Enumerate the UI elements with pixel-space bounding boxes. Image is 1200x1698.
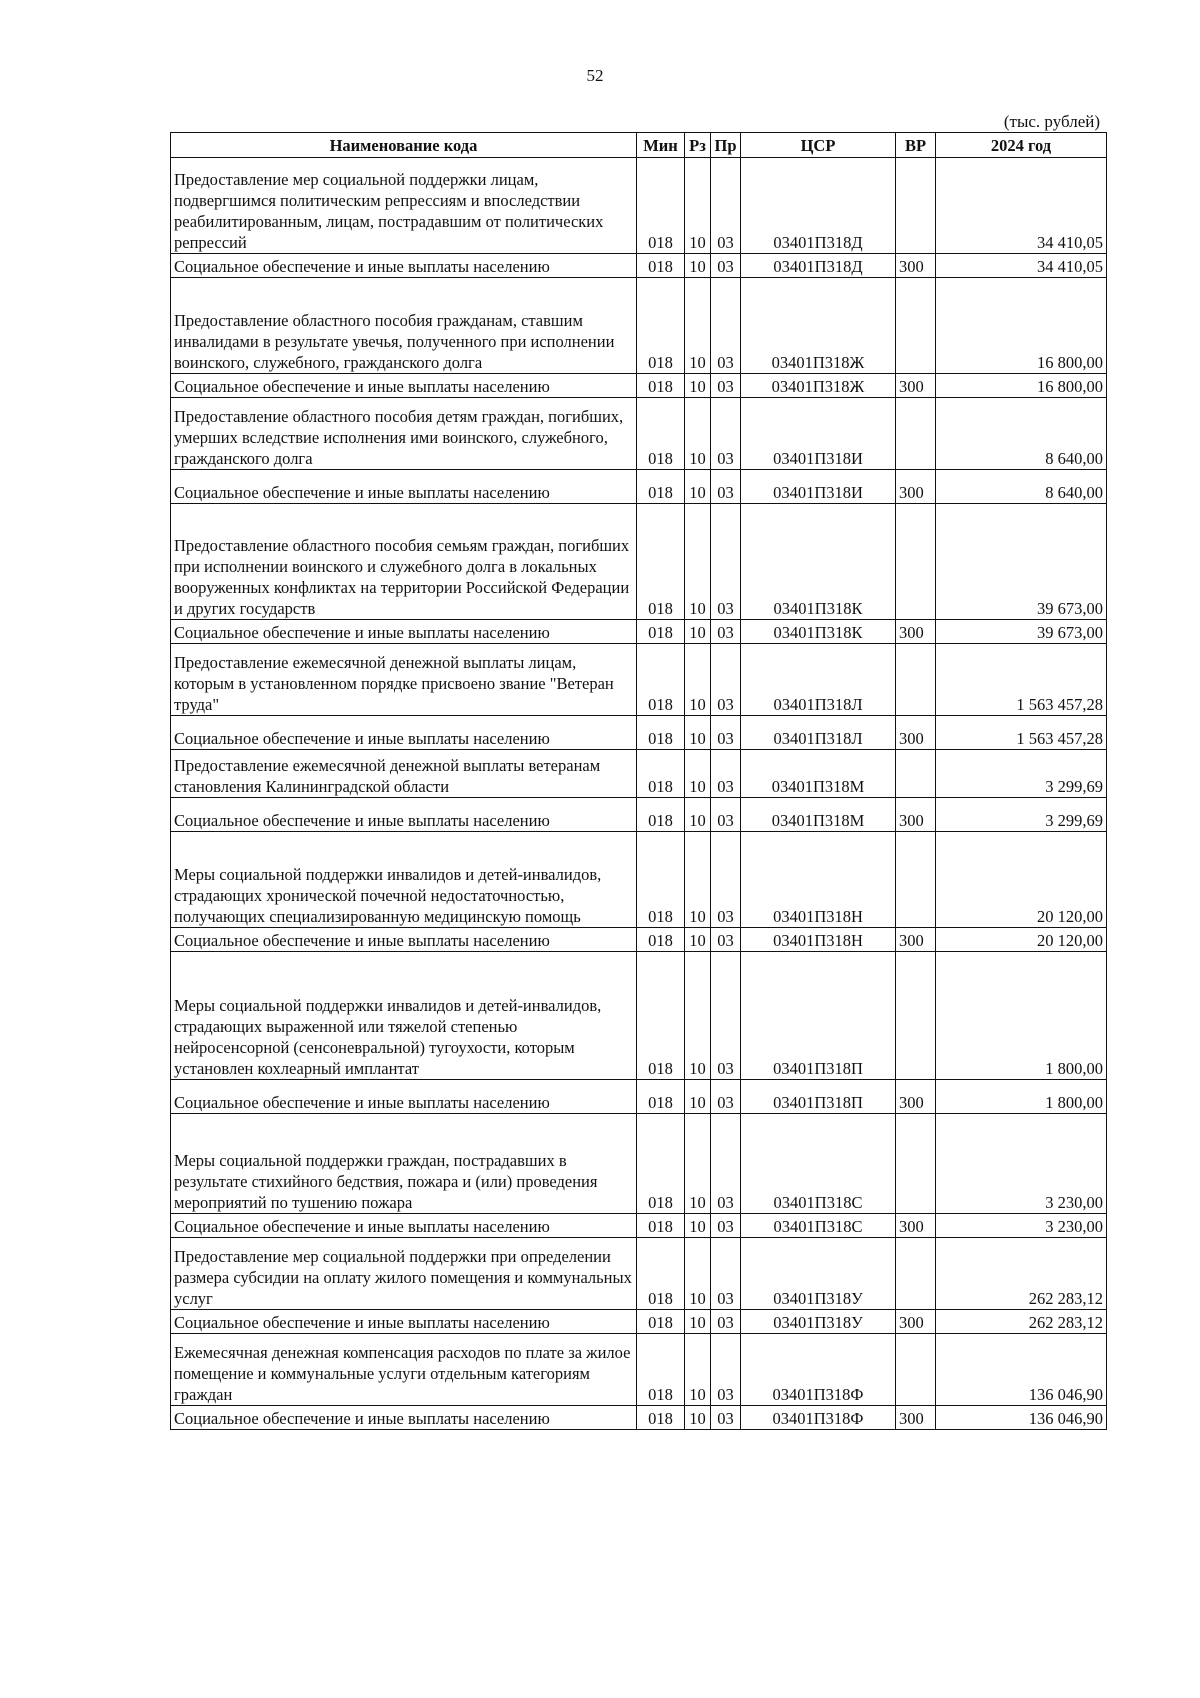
table-row	[171, 952, 1107, 1080]
row-rz: 10	[685, 398, 711, 470]
row-csr: 03401П318П	[741, 952, 896, 1080]
row-csr: 03401П318М	[741, 798, 896, 832]
row-csr: 03401П318П	[741, 1080, 896, 1114]
row-sum: 20 120,00	[936, 928, 1107, 952]
table-row	[171, 504, 1107, 620]
row-rz: 10	[685, 832, 711, 928]
row-csr: 03401П318И	[741, 398, 896, 470]
row-csr: 03401П318Н	[741, 832, 896, 928]
row-name: Предоставление ежемесячной денежной выплаты лицам, которым в установленном порядке присвоено звание "Ветеран труда"	[171, 644, 637, 716]
row-vr	[896, 398, 936, 470]
row-pr: 03	[711, 1310, 741, 1334]
table-row	[171, 374, 1107, 398]
row-min: 018	[637, 470, 685, 504]
row-csr: 03401П318М	[741, 750, 896, 798]
row-vr	[896, 952, 936, 1080]
row-name: Меры социальной поддержки инвалидов и детей-инвалидов, страдающих хронической почечной недостаточностью, получающих специализированную медицинскую помощь	[171, 832, 637, 928]
row-vr	[896, 644, 936, 716]
budget-table	[170, 132, 1107, 1430]
table-row	[171, 1406, 1107, 1430]
row-sum: 39 673,00	[936, 504, 1107, 620]
row-name: Социальное обеспечение и иные выплаты населению	[171, 1406, 637, 1430]
row-sum: 1 800,00	[936, 1080, 1107, 1114]
row-csr: 03401П318Н	[741, 928, 896, 952]
row-pr: 03	[711, 158, 741, 254]
row-min: 018	[637, 832, 685, 928]
row-csr: 03401П318У	[741, 1310, 896, 1334]
row-sum: 1 800,00	[936, 952, 1107, 1080]
row-pr: 03	[711, 1238, 741, 1310]
row-vr: 300	[896, 798, 936, 832]
row-rz: 10	[685, 374, 711, 398]
row-vr	[896, 158, 936, 254]
row-min: 018	[637, 1310, 685, 1334]
row-csr: 03401П318Л	[741, 644, 896, 716]
row-min: 018	[637, 750, 685, 798]
row-csr: 03401П318Ж	[741, 374, 896, 398]
row-pr: 03	[711, 254, 741, 278]
row-name: Меры социальной поддержки инвалидов и детей-инвалидов, страдающих выраженной или тяжелой степенью нейросенсорной (сенсоневральной) тугоухости, которым установлен кохлеарный имплантат	[171, 952, 637, 1080]
header-vr: ВР	[896, 133, 936, 158]
row-name: Предоставление ежемесячной денежной выплаты ветеранам становления Калининградской области	[171, 750, 637, 798]
row-sum: 3 299,69	[936, 750, 1107, 798]
row-min: 018	[637, 1080, 685, 1114]
row-name: Меры социальной поддержки граждан, пострадавших в результате стихийного бедствия, пожара и (или) проведения мероприятий по тушению пожара	[171, 1114, 637, 1214]
row-pr: 03	[711, 398, 741, 470]
row-min: 018	[637, 398, 685, 470]
row-vr: 300	[896, 716, 936, 750]
table-row	[171, 1214, 1107, 1238]
row-sum: 16 800,00	[936, 374, 1107, 398]
row-vr: 300	[896, 1214, 936, 1238]
row-rz: 10	[685, 750, 711, 798]
row-csr: 03401П318К	[741, 620, 896, 644]
units-label: (тыс. рублей)	[1003, 112, 1100, 131]
row-min: 018	[637, 1334, 685, 1406]
row-sum: 34 410,05	[936, 254, 1107, 278]
row-min: 018	[637, 1214, 685, 1238]
row-rz: 10	[685, 278, 711, 374]
page-number: 52	[586, 66, 604, 85]
header-min: Мин	[637, 133, 685, 158]
row-min: 018	[637, 1406, 685, 1430]
row-pr: 03	[711, 504, 741, 620]
table-row	[171, 716, 1107, 750]
row-min: 018	[637, 1238, 685, 1310]
header-sum: 2024 год	[936, 133, 1107, 158]
row-sum: 1 563 457,28	[936, 644, 1107, 716]
row-pr: 03	[711, 928, 741, 952]
row-name: Предоставление мер социальной поддержки при определении размера субсидии на оплату жилого помещения и коммунальных услуг	[171, 1238, 637, 1310]
row-csr: 03401П318Д	[741, 158, 896, 254]
row-pr: 03	[711, 1406, 741, 1430]
row-vr: 300	[896, 1406, 936, 1430]
row-name: Социальное обеспечение и иные выплаты населению	[171, 716, 637, 750]
table-body	[171, 158, 1107, 1430]
table-row	[171, 928, 1107, 952]
row-csr: 03401П318Л	[741, 716, 896, 750]
row-rz: 10	[685, 254, 711, 278]
row-rz: 10	[685, 504, 711, 620]
row-name: Социальное обеспечение и иные выплаты населению	[171, 470, 637, 504]
header-name: Наименование кода	[171, 133, 637, 158]
row-rz: 10	[685, 1114, 711, 1214]
row-sum: 3 299,69	[936, 798, 1107, 832]
row-sum: 3 230,00	[936, 1214, 1107, 1238]
row-pr: 03	[711, 832, 741, 928]
row-min: 018	[637, 504, 685, 620]
row-sum: 8 640,00	[936, 398, 1107, 470]
table-row	[171, 158, 1107, 254]
row-vr	[896, 750, 936, 798]
row-csr: 03401П318С	[741, 1214, 896, 1238]
row-pr: 03	[711, 1214, 741, 1238]
row-rz: 10	[685, 1238, 711, 1310]
table-row	[171, 1238, 1107, 1310]
row-min: 018	[637, 620, 685, 644]
row-rz: 10	[685, 620, 711, 644]
row-rz: 10	[685, 470, 711, 504]
row-vr	[896, 1334, 936, 1406]
row-vr	[896, 1238, 936, 1310]
table-row	[171, 1310, 1107, 1334]
row-vr: 300	[896, 1310, 936, 1334]
table-row	[171, 832, 1107, 928]
row-vr: 300	[896, 928, 936, 952]
table-row	[171, 1080, 1107, 1114]
row-vr	[896, 1114, 936, 1214]
row-sum: 16 800,00	[936, 278, 1107, 374]
row-rz: 10	[685, 798, 711, 832]
row-rz: 10	[685, 952, 711, 1080]
row-min: 018	[637, 254, 685, 278]
row-pr: 03	[711, 716, 741, 750]
row-rz: 10	[685, 1214, 711, 1238]
row-min: 018	[637, 158, 685, 254]
row-sum: 34 410,05	[936, 158, 1107, 254]
row-csr: 03401П318У	[741, 1238, 896, 1310]
table-row	[171, 398, 1107, 470]
row-sum: 1 563 457,28	[936, 716, 1107, 750]
row-pr: 03	[711, 620, 741, 644]
row-sum: 39 673,00	[936, 620, 1107, 644]
row-csr: 03401П318К	[741, 504, 896, 620]
row-name: Социальное обеспечение и иные выплаты населению	[171, 798, 637, 832]
row-pr: 03	[711, 374, 741, 398]
row-vr: 300	[896, 620, 936, 644]
table-row	[171, 470, 1107, 504]
row-name: Ежемесячная денежная компенсация расходов по плате за жилое помещение и коммунальные услуги отдельным категориям граждан	[171, 1334, 637, 1406]
row-rz: 10	[685, 644, 711, 716]
row-vr: 300	[896, 374, 936, 398]
row-pr: 03	[711, 278, 741, 374]
row-pr: 03	[711, 644, 741, 716]
row-pr: 03	[711, 1334, 741, 1406]
header-pr: Пр	[711, 133, 741, 158]
table-header-row	[171, 133, 1107, 158]
row-pr: 03	[711, 750, 741, 798]
row-min: 018	[637, 952, 685, 1080]
row-vr: 300	[896, 254, 936, 278]
row-pr: 03	[711, 470, 741, 504]
row-name: Социальное обеспечение и иные выплаты населению	[171, 374, 637, 398]
row-name: Социальное обеспечение и иные выплаты населению	[171, 928, 637, 952]
row-min: 018	[637, 1114, 685, 1214]
row-rz: 10	[685, 1080, 711, 1114]
row-sum: 8 640,00	[936, 470, 1107, 504]
row-rz: 10	[685, 716, 711, 750]
row-name: Предоставление областного пособия детям граждан, погибших, умерших вследствие исполнения ими воинского, служебного, гражданского долга	[171, 398, 637, 470]
table-row	[171, 750, 1107, 798]
table-row	[171, 644, 1107, 716]
row-vr	[896, 278, 936, 374]
row-pr: 03	[711, 798, 741, 832]
row-pr: 03	[711, 1080, 741, 1114]
row-min: 018	[637, 374, 685, 398]
header-rz: Рз	[685, 133, 711, 158]
row-csr: 03401П318С	[741, 1114, 896, 1214]
row-vr	[896, 504, 936, 620]
row-sum: 3 230,00	[936, 1114, 1107, 1214]
table-row	[171, 1114, 1107, 1214]
row-sum: 262 283,12	[936, 1238, 1107, 1310]
row-sum: 136 046,90	[936, 1406, 1107, 1430]
row-min: 018	[637, 644, 685, 716]
table-row	[171, 254, 1107, 278]
row-csr: 03401П318Д	[741, 254, 896, 278]
row-csr: 03401П318Ф	[741, 1406, 896, 1430]
row-vr: 300	[896, 470, 936, 504]
row-name: Предоставление мер социальной поддержки лицам, подвергшимся политическим репрессиям и впоследствии реабилитированным, лицам, пострадавшим от политических репрессий	[171, 158, 637, 254]
row-name: Социальное обеспечение и иные выплаты населению	[171, 1310, 637, 1334]
row-sum: 136 046,90	[936, 1334, 1107, 1406]
table-row	[171, 278, 1107, 374]
row-pr: 03	[711, 952, 741, 1080]
row-sum: 20 120,00	[936, 832, 1107, 928]
row-min: 018	[637, 278, 685, 374]
row-name: Социальное обеспечение и иные выплаты населению	[171, 1214, 637, 1238]
row-sum: 262 283,12	[936, 1310, 1107, 1334]
row-vr	[896, 832, 936, 928]
row-rz: 10	[685, 1406, 711, 1430]
row-rz: 10	[685, 928, 711, 952]
row-rz: 10	[685, 1334, 711, 1406]
row-csr: 03401П318И	[741, 470, 896, 504]
row-name: Социальное обеспечение и иные выплаты населению	[171, 620, 637, 644]
row-min: 018	[637, 798, 685, 832]
header-csr: ЦСР	[741, 133, 896, 158]
row-min: 018	[637, 928, 685, 952]
row-rz: 10	[685, 158, 711, 254]
row-name: Предоставление областного пособия семьям граждан, погибших при исполнении воинского и служебного долга в локальных вооруженных конфликтах на территории Российской Федерации и других государств	[171, 504, 637, 620]
row-csr: 03401П318Ж	[741, 278, 896, 374]
table-row	[171, 620, 1107, 644]
row-name: Социальное обеспечение и иные выплаты населению	[171, 1080, 637, 1114]
row-name: Социальное обеспечение и иные выплаты населению	[171, 254, 637, 278]
row-vr: 300	[896, 1080, 936, 1114]
row-csr: 03401П318Ф	[741, 1334, 896, 1406]
row-rz: 10	[685, 1310, 711, 1334]
row-name: Предоставление областного пособия гражданам, ставшим инвалидами в результате увечья, полученного при исполнении воинского, служебного, гражданского долга	[171, 278, 637, 374]
row-pr: 03	[711, 1114, 741, 1214]
table-row	[171, 1334, 1107, 1406]
row-min: 018	[637, 716, 685, 750]
table-row	[171, 798, 1107, 832]
